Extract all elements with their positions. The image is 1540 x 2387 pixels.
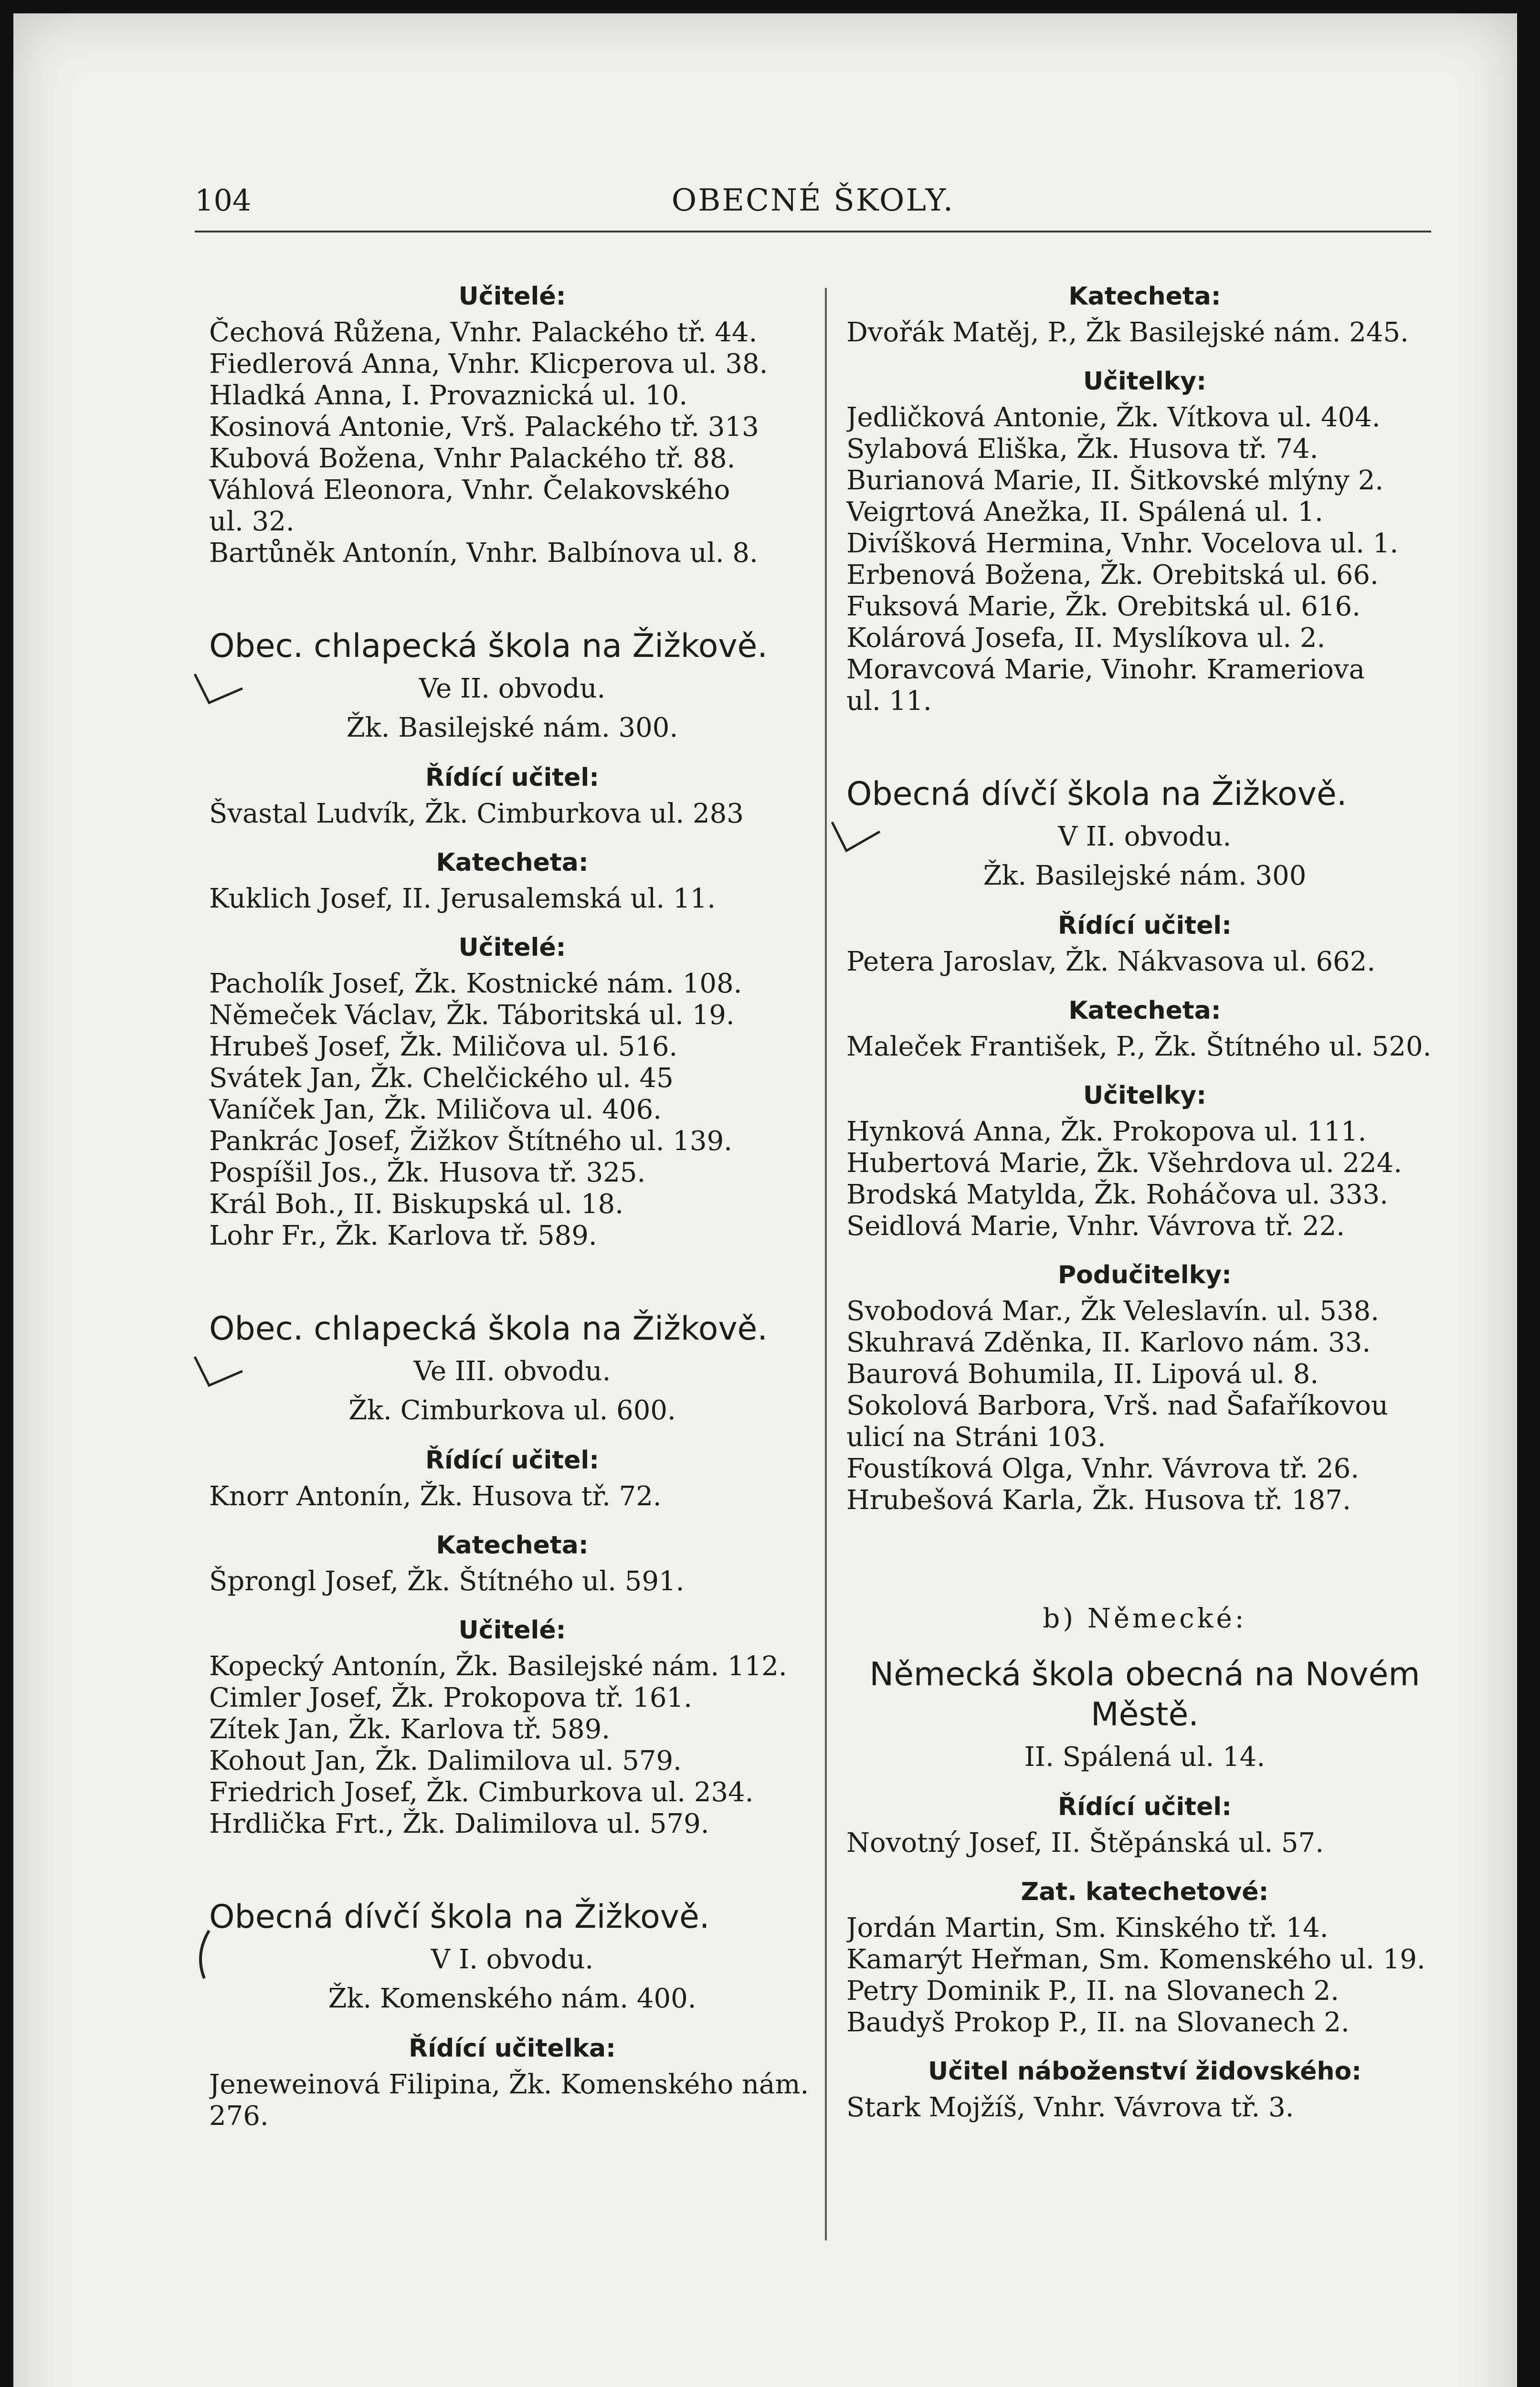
school-section xyxy=(209,626,815,1252)
list-item: Petry Dominik P., II. na Slovanech 2. xyxy=(846,1975,1340,2007)
list-item: Čechová Růžena, Vnhr. Palackého tř. 44. xyxy=(209,317,758,348)
list-item: Kubová Božena, Vnhr Palackého tř. 88. xyxy=(209,443,736,474)
list-item: Baurová Bohumila, II. Lipová ul. 8. xyxy=(846,1359,1319,1390)
check-mark-icon xyxy=(827,803,885,860)
column-divider xyxy=(825,288,827,2240)
list-item: Šprongl Josef, Žk. Štítného ul. 591. xyxy=(209,1566,685,1597)
list-item: ul. 11. xyxy=(846,686,932,717)
list-item: Seidlová Marie, Vnhr. Vávrova tř. 22. xyxy=(846,1211,1345,1242)
school-section xyxy=(209,1309,815,1840)
subsection-heading: b) Německé: xyxy=(1043,1603,1247,1634)
list-item: Hrubešová Karla, Žk. Husova tř. 187. xyxy=(846,1485,1351,1516)
bracket-mark-icon xyxy=(190,1926,247,1983)
teachers-label: Učitelé: xyxy=(458,282,566,311)
page-number: 104 xyxy=(195,183,252,218)
list-item: Hrdlička Frt., Žk. Dalimilova ul. 579. xyxy=(209,1808,709,1839)
list-item: Maleček František, P., Žk. Štítného ul. 520. xyxy=(846,1031,1432,1062)
list-item: ulicí na Stráni 103. xyxy=(846,1422,1106,1453)
principal-label: Řídící učitel: xyxy=(425,1446,600,1475)
list-item: Zítek Jan, Žk. Karlova tř. 589. xyxy=(209,1714,610,1745)
list-item: Divíšková Hermina, Vnhr. Vocelova ul. 1. xyxy=(846,528,1399,559)
address: Žk. Komenského nám. 400. xyxy=(328,1983,696,2014)
school-title-text: Obec. chlapecká škola na Žižkově. xyxy=(209,627,768,665)
list-item: Vaníček Jan, Žk. Miličova ul. 406. xyxy=(209,1094,662,1125)
section-continued xyxy=(846,281,1443,717)
section-continued xyxy=(209,281,815,569)
school-title xyxy=(209,1897,815,1937)
principal-label: Řídící učitel: xyxy=(1057,1793,1232,1821)
school-title-text: Německá škola obecná na Novém Městě. xyxy=(869,1656,1420,1733)
list-item: Pacholík Josef, Žk. Kostnické nám. 108. xyxy=(209,968,742,999)
school-title-text: Obecná dívčí škola na Žižkově. xyxy=(846,775,1347,813)
teachers-label: Učitelé: xyxy=(458,1616,566,1645)
district: V II. obvodu. xyxy=(1058,821,1232,852)
list-item: Burianová Marie, II. Šitkovské mlýny 2. xyxy=(846,465,1384,496)
list-item: Dvořák Matěj, P., Žk Basilejské nám. 245. xyxy=(846,317,1409,348)
list-item: Váhlová Eleonora, Vnhr. Čelakovského xyxy=(209,475,730,506)
list-item: Moravcová Marie, Vinohr. Krameriova xyxy=(846,654,1365,685)
list-item: Sylabová Eliška, Žk. Husova tř. 74. xyxy=(846,433,1318,465)
check-mark-icon xyxy=(190,1338,247,1395)
teachers-label: Učitelky: xyxy=(1083,367,1207,396)
check-mark-icon xyxy=(190,655,247,712)
principal-label: Řídící učitelka: xyxy=(409,2034,616,2063)
list-item: Sokolová Barbora, Vrš. nad Šafaříkovou xyxy=(846,1390,1389,1421)
list-item: Pankrác Josef, Žižkov Štítného ul. 139. xyxy=(209,1126,732,1157)
list-item: Jeneweinová Filipina, Žk. Komenského nám. 276. xyxy=(209,2069,809,2132)
list-item: Veigrtová Anežka, II. Spálená ul. 1. xyxy=(846,496,1323,528)
list-item: Hladká Anna, I. Provaznická ul. 10. xyxy=(209,380,688,411)
principal-label: Řídící učitel: xyxy=(1057,911,1232,940)
school-title xyxy=(209,1309,815,1349)
school-section xyxy=(846,774,1443,1516)
list-item: Stark Mojžíš, Vnhr. Vávrova tř. 3. xyxy=(846,2092,1294,2123)
religion-teacher-label: Učitel náboženství židovského: xyxy=(928,2057,1362,2086)
list-item: Kopecký Antonín, Žk. Basilejské nám. 112. xyxy=(209,1651,787,1682)
list-item: Kohout Jan, Žk. Dalimilova ul. 579. xyxy=(209,1745,682,1776)
list-item: Novotný Josef, II. Štěpánská ul. 57. xyxy=(846,1827,1324,1859)
address: Žk. Basilejské nám. 300 xyxy=(983,860,1307,891)
list-item: Foustíková Olga, Vnhr. Vávrova tř. 26. xyxy=(846,1453,1360,1484)
list-item: Kamarýt Heřman, Sm. Komenského ul. 19. xyxy=(846,1944,1425,1975)
list-item: Friedrich Josef, Žk. Cimburkova ul. 234. xyxy=(209,1777,754,1808)
catechist-label: Katecheta: xyxy=(436,848,589,877)
list-item: Petera Jaroslav, Žk. Nákvasova ul. 662. xyxy=(846,946,1376,977)
list-item: Svátek Jan, Žk. Chelčického ul. 45 xyxy=(209,1063,674,1094)
list-item: Knorr Antonín, Žk. Husova tř. 72. xyxy=(209,1481,662,1512)
list-item: Brodská Matylda, Žk. Roháčova ul. 333. xyxy=(846,1179,1388,1210)
list-item: Fuksová Marie, Žk. Orebitská ul. 616. xyxy=(846,591,1361,622)
list-item: Jedličková Antonie, Žk. Vítkova ul. 404. xyxy=(846,402,1381,433)
list-item: Erbenová Božena, Žk. Orebitská ul. 66. xyxy=(846,560,1379,591)
school-title-text: Obec. chlapecká škola na Žižkově. xyxy=(209,1310,768,1348)
list-item: Král Boh., II. Biskupská ul. 18. xyxy=(209,1189,624,1220)
list-item: ul. 32. xyxy=(209,506,295,537)
list-item: Lohr Fr., Žk. Karlova tř. 589. xyxy=(209,1220,597,1251)
catechist-label: Katecheta: xyxy=(1068,996,1221,1025)
list-item: Kuklich Josef, II. Jerusalemská ul. 11. xyxy=(209,883,716,914)
teachers-label: Učitelé: xyxy=(458,933,566,962)
assistant-teachers-label: Podučitelky: xyxy=(1058,1261,1232,1289)
district: Ve II. obvodu. xyxy=(419,673,606,704)
list-item: Švastal Ludvík, Žk. Cimburkova ul. 283 xyxy=(209,798,744,829)
list-item: Hubertová Marie, Žk. Všehrdova ul. 224. xyxy=(846,1148,1403,1179)
list-item: Kolárová Josefa, II. Myslíkova ul. 2. xyxy=(846,623,1326,654)
catechist-label: Katecheta: xyxy=(1068,282,1221,311)
school-title xyxy=(846,774,1443,814)
list-item: Němeček Václav, Žk. Táboritská ul. 19. xyxy=(209,1000,735,1031)
header-rule xyxy=(195,231,1431,232)
list-item: Pospíšil Jos., Žk. Husova tř. 325. xyxy=(209,1157,646,1188)
list-item: Kosinová Antonie, Vrš. Palackého tř. 313 xyxy=(209,412,759,443)
list-item: Skuhravá Zděnka, II. Karlovo nám. 33. xyxy=(846,1327,1371,1358)
catechist-label: Katecheta: xyxy=(436,1531,589,1560)
address: II. Spálená ul. 14. xyxy=(1024,1742,1266,1773)
catechists-label: Zat. katechetové: xyxy=(1021,1878,1269,1906)
left-column xyxy=(209,281,815,2132)
list-item: Bartůněk Antonín, Vnhr. Balbínova ul. 8. xyxy=(209,538,758,569)
list-item: Jordán Martin, Sm. Kinského tř. 14. xyxy=(846,1912,1329,1943)
list-item: Fiedlerová Anna, Vnhr. Klicperova ul. 38. xyxy=(209,349,768,380)
list-item: Hrubeš Josef, Žk. Miličova ul. 516. xyxy=(209,1031,678,1062)
teachers-label: Učitelky: xyxy=(1083,1081,1207,1110)
list-item: Hynková Anna, Žk. Prokopova ul. 111. xyxy=(846,1116,1367,1147)
school-title-text: Obecná dívčí škola na Žižkově. xyxy=(209,1898,710,1936)
page-header xyxy=(195,178,1431,231)
list-item: Cimler Josef, Žk. Prokopova tř. 161. xyxy=(209,1682,692,1713)
book-page xyxy=(13,13,1517,2387)
list-item: Svobodová Mar., Žk Veleslavín. ul. 538. xyxy=(846,1296,1380,1327)
school-title xyxy=(209,626,815,666)
address: Žk. Cimburkova ul. 600. xyxy=(348,1395,676,1426)
running-title: OBECNÉ ŠKOLY. xyxy=(671,183,955,218)
list-item: Baudyš Prokop P., II. na Slovanech 2. xyxy=(846,2007,1350,2038)
principal-label: Řídící učitel: xyxy=(425,763,600,792)
district: Ve III. obvodu. xyxy=(413,1356,611,1387)
right-column xyxy=(846,281,1443,2123)
school-title xyxy=(846,1655,1443,1735)
school-section xyxy=(846,1602,1443,2123)
school-section xyxy=(209,1897,815,2132)
address: Žk. Basilejské nám. 300. xyxy=(346,712,678,743)
district: V I. obvodu. xyxy=(431,1944,594,1975)
